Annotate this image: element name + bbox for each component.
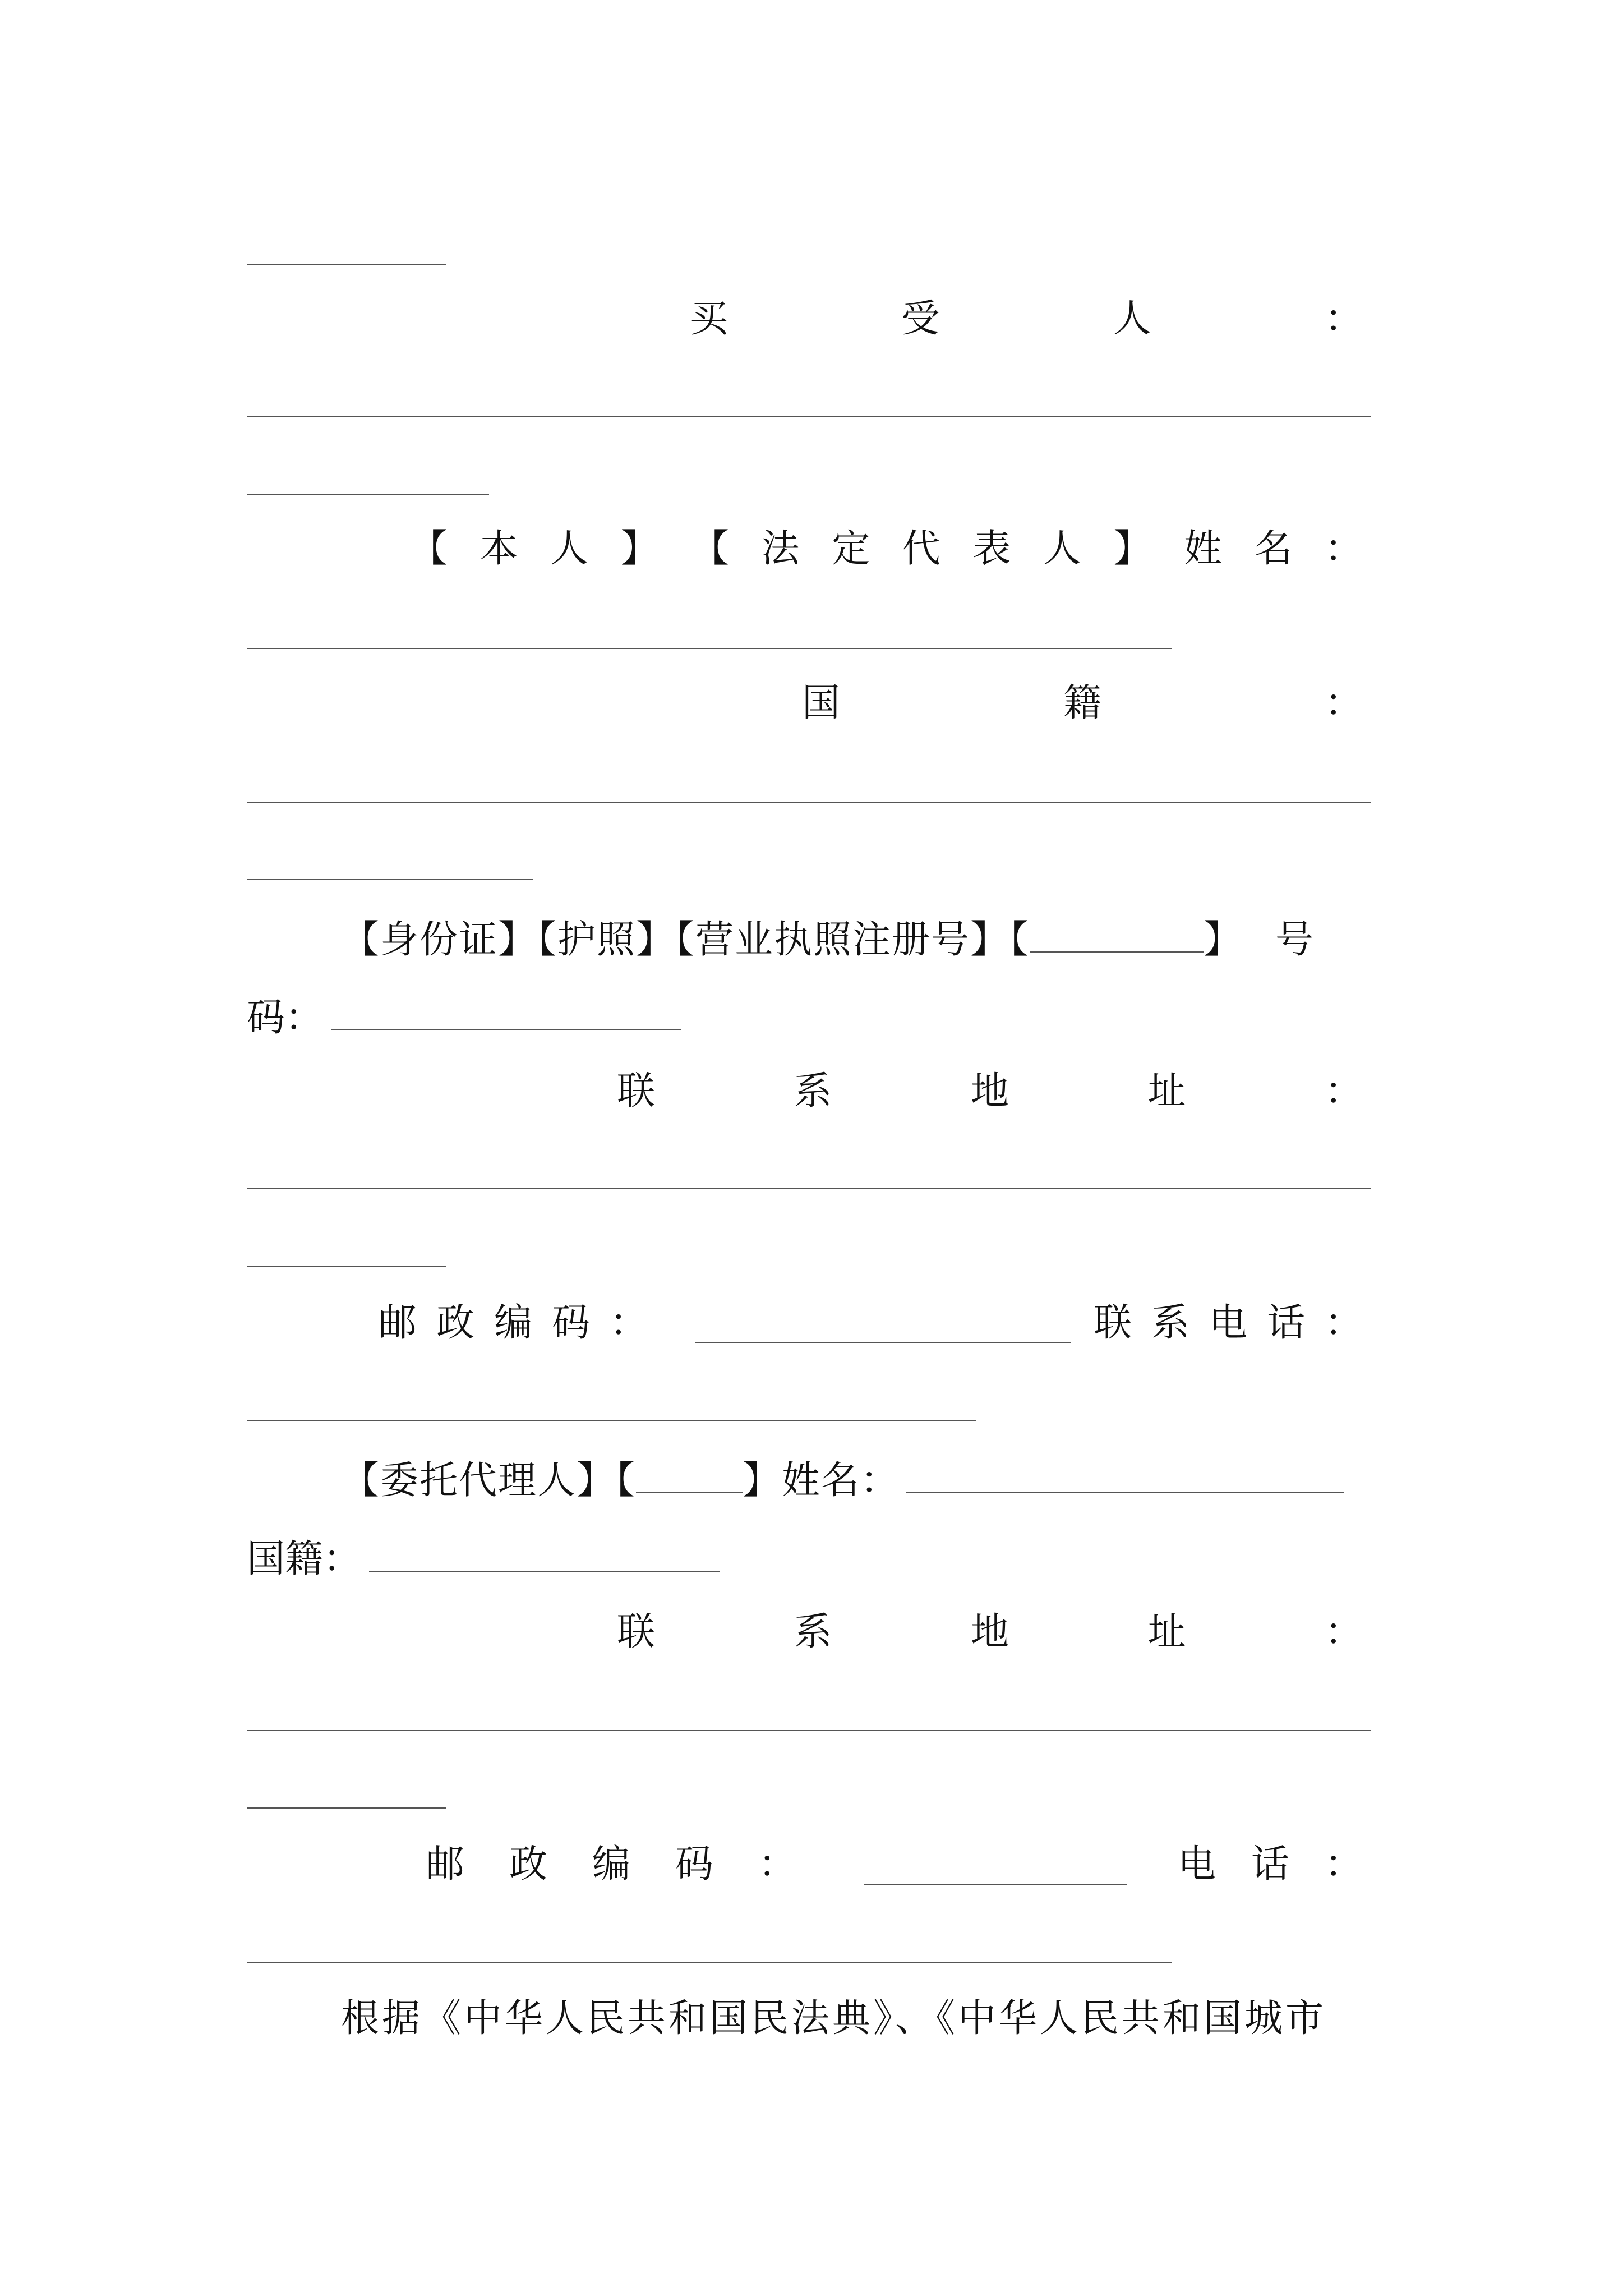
agent-phone-field[interactable]	[247, 1962, 1172, 1963]
nationality-label-row	[802, 681, 1363, 725]
nationality-char: ：	[1324, 681, 1363, 725]
agent-phone-char: 电	[1178, 1842, 1216, 1887]
buyer-name-field-continued[interactable]	[247, 494, 489, 495]
id-type-suffix: 】号	[1204, 918, 1348, 962]
rep-char: 【	[409, 527, 448, 571]
id-type-other-field[interactable]	[1030, 918, 1204, 953]
id-number-label: 码：	[247, 996, 324, 1040]
phone-char: 话	[1266, 1301, 1305, 1345]
agent-postal-char: ：	[758, 1842, 796, 1887]
phone-char: ：	[1324, 1301, 1363, 1345]
address-char: 址	[1147, 1069, 1186, 1114]
postal-char: 码	[551, 1301, 590, 1345]
address-label-row	[617, 1069, 1363, 1114]
rep-char: 人	[550, 527, 589, 571]
agent-nationality-line	[247, 1537, 720, 1579]
postal-char: 邮	[379, 1301, 417, 1345]
rep-char: 】	[620, 527, 659, 571]
buyer-char: 人	[1113, 297, 1151, 341]
nationality-char: 国	[802, 681, 841, 725]
buyer-char: 买	[690, 297, 728, 341]
phone-char: 电	[1209, 1301, 1247, 1345]
id-type-line	[341, 918, 1348, 962]
agent-postal-char: 码	[675, 1842, 713, 1887]
representative-label-row	[409, 527, 1363, 571]
postal-code-field[interactable]	[695, 1342, 1071, 1343]
address-char: 地	[970, 1069, 1009, 1114]
nationality-field-continued[interactable]	[247, 879, 533, 880]
agent-postal-char: 邮	[426, 1842, 465, 1887]
rep-char: 【	[691, 527, 730, 571]
buyer-char: ：	[1324, 297, 1363, 341]
address-char: ：	[1324, 1069, 1363, 1114]
agent-address-char: 址	[1147, 1610, 1186, 1654]
agent-address-char: 系	[794, 1610, 832, 1654]
nationality-field[interactable]	[247, 802, 1371, 803]
phone-char: 联	[1094, 1301, 1132, 1345]
agent-address-char: ：	[1324, 1610, 1363, 1654]
closing-paragraph: 根据《中华人民共和国民法典》、《中华人民共和国城市	[341, 1996, 1327, 2041]
agent-phone-char: 话	[1251, 1842, 1289, 1887]
address-char: 联	[617, 1069, 656, 1114]
buyer-label-row	[690, 297, 1363, 341]
agent-phone-char: ：	[1324, 1842, 1363, 1887]
rep-char: 】	[1113, 527, 1152, 571]
agent-text: 【委托代理人】【	[341, 1458, 637, 1503]
address-char: 系	[794, 1069, 832, 1114]
agent-name-label: 】姓名：	[743, 1458, 900, 1503]
id-number-field[interactable]	[331, 996, 681, 1030]
representative-name-field[interactable]	[247, 648, 1172, 649]
agent-postal-char: 政	[509, 1842, 547, 1887]
agent-postal-code-field[interactable]	[864, 1884, 1127, 1885]
agent-phone-label-row	[1178, 1842, 1363, 1887]
agent-address-char: 联	[617, 1610, 656, 1654]
buyer-name-field[interactable]	[247, 416, 1371, 417]
rep-char: 名	[1254, 527, 1293, 571]
id-type-text: 【身份证】【护照】【营业执照注册号】【	[341, 918, 1030, 962]
nationality-char: 籍	[1063, 681, 1101, 725]
phone-field[interactable]	[247, 1420, 976, 1421]
agent-nationality-label: 国籍：	[247, 1537, 362, 1581]
postal-char: 编	[494, 1301, 532, 1345]
agent-address-field-continued[interactable]	[247, 1807, 446, 1809]
rep-char: 定	[832, 527, 870, 571]
rep-char: 本	[479, 527, 518, 571]
rep-char: 姓	[1183, 527, 1222, 571]
id-number-line	[247, 996, 681, 1040]
rep-char: ：	[1324, 527, 1363, 571]
postal-char: ：	[609, 1301, 648, 1345]
address-field-continued[interactable]	[247, 1266, 446, 1267]
address-field[interactable]	[247, 1188, 1371, 1189]
agent-address-field[interactable]	[247, 1730, 1371, 1731]
agent-address-char: 地	[970, 1610, 1009, 1654]
rep-char: 代	[902, 527, 940, 571]
postal-char: 政	[436, 1301, 474, 1345]
blank-line	[247, 264, 446, 265]
agent-address-label-row	[617, 1610, 1363, 1654]
agent-type-field[interactable]	[636, 1458, 743, 1493]
agent-nationality-field[interactable]	[369, 1537, 720, 1572]
agent-line	[341, 1458, 1344, 1503]
agent-postal-char: 编	[592, 1842, 630, 1887]
postal-label-row	[379, 1301, 648, 1345]
phone-char: 系	[1151, 1301, 1189, 1345]
agent-name-field[interactable]	[906, 1458, 1344, 1493]
rep-char: 人	[1043, 527, 1081, 571]
rep-char: 法	[761, 527, 800, 571]
buyer-char: 受	[901, 297, 940, 341]
phone-label-row	[1094, 1301, 1363, 1345]
rep-char: 表	[972, 527, 1011, 571]
agent-postal-label-row	[426, 1842, 796, 1887]
